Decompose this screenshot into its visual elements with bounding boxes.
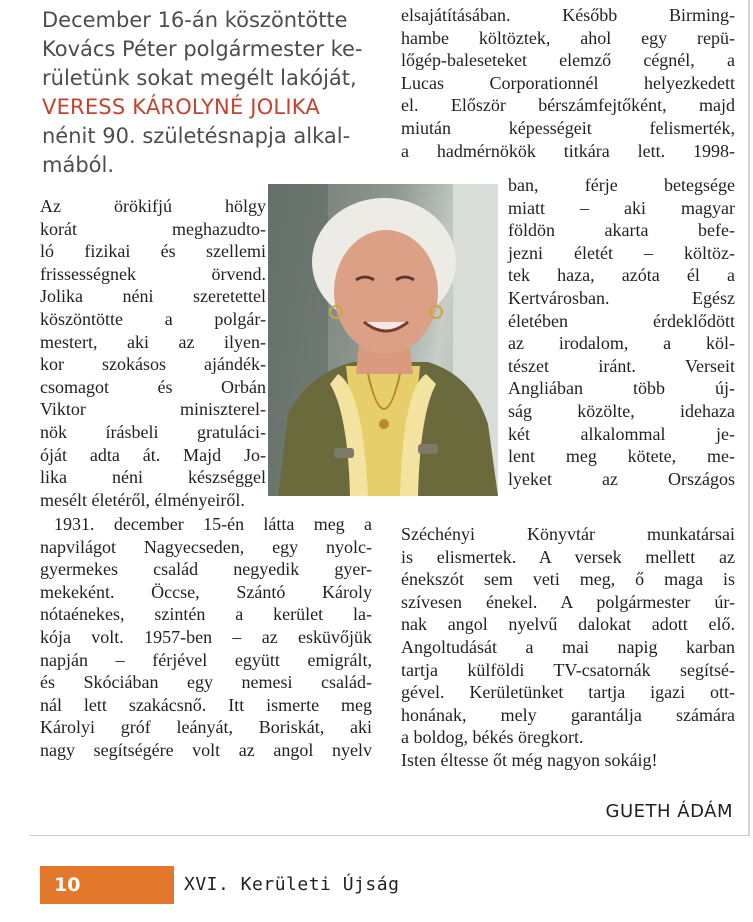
text-line: tartja külföldi TV-csatornák segítsé- (401, 659, 735, 680)
text-line: Széchényi Könyvtár munkatársai (401, 524, 735, 544)
text-line: miatt – aki magyar (508, 197, 735, 218)
text-line: el. Először bérszámfejtőként, majd (401, 95, 735, 116)
lead-paragraph (42, 6, 380, 180)
footer-divider (30, 835, 750, 836)
text-line: frissességnek örvend. (40, 263, 266, 284)
text-line: életében érdeklődött (508, 310, 735, 331)
text-line: nak angol nyelvű dalokat adott elő. (401, 614, 735, 635)
closing-wish: Isten éltesse őt még nagyon sokáig! (401, 750, 658, 770)
text-line: gével. Kerületünket tartja igazi ott- (401, 682, 735, 703)
author-byline: GUETH ÁDÁM (605, 801, 733, 822)
text-line: mestert, aki az ilyen- (40, 331, 266, 352)
text-line: miután képességeit felismerték, (401, 118, 735, 138)
text-line: óját adta át. Majd Jo- (40, 444, 266, 465)
text-line: napján – férjével együtt emigrált, (40, 649, 372, 670)
lead-line: December 16-án köszöntötte (42, 8, 348, 32)
text-line: kója volt. 1957-ben – az esküvőjük (40, 627, 372, 647)
honoree-name: VERESS KÁROLYNÉ JOLIKA (42, 95, 320, 119)
text-line: csomagot és Orbán (40, 376, 266, 397)
text-line: elsajátításában. Később Birming- (401, 5, 735, 25)
text-line: nál lett szakácsnő. Itt ismerte meg (40, 694, 372, 715)
text-line: Viktor miniszterel- (40, 399, 266, 420)
text-line: nök írásbeli gratuláci- (40, 422, 266, 442)
text-line: énekszót sem veti meg, ő maga is (401, 569, 735, 590)
text-line: Angoltudását a mai napig karban (401, 637, 735, 657)
lead-line: rületünk sokat megélt lakóját, (42, 66, 357, 90)
text-line: a boldog, békés öregkort. (401, 727, 584, 748)
lead-line: mából. (42, 153, 115, 177)
publication-name: XVI. Kerületi Újság (184, 874, 400, 895)
text-line: lyeket az Országos (508, 468, 735, 489)
text-line: tészet iránt. Verseit (508, 355, 735, 376)
text-line: szívesen énekel. A polgármester úr- (401, 591, 735, 612)
text-line: nótaénekes, szintén a kerület la- (40, 604, 372, 625)
text-line: tek haza, azóta él a (508, 265, 735, 286)
text-line: nagy segítségére volt az angol nyelv (40, 740, 372, 760)
text-line: lent meg kötete, me- (508, 446, 735, 467)
text-line: két alkalommal je- (508, 423, 735, 444)
text-line: korát meghazudto- (40, 218, 266, 239)
text-line: és Skóciában egy nemesi család- (40, 672, 372, 693)
text-line: ban, férje betegsége (508, 175, 735, 195)
text-line: jezni életét – költöz- (508, 242, 735, 263)
text-line: Lucas Corporationnél helyezkedett (401, 72, 735, 93)
column-divider (748, 0, 750, 836)
portrait-photo (268, 184, 498, 496)
text-line: ló fizikai és szellemi (40, 241, 266, 262)
page-number: 10 (40, 866, 174, 904)
text-line: Kertvárosban. Egész (508, 288, 735, 308)
lead-line: nénit 90. születésnapja alkal- (42, 124, 351, 148)
text-line: lika néni készséggel (40, 467, 266, 488)
text-line: 1931. december 15-én látta meg a (54, 514, 372, 534)
text-line: Angliában több új- (508, 378, 735, 399)
text-line: mekeként. Öccse, Szántó Károly (40, 581, 372, 602)
text-line: hambe költöztek, ahol egy repü- (401, 27, 735, 48)
text-line: földön akarta befe- (508, 220, 735, 241)
text-line: köszöntötte a polgár- (40, 309, 266, 329)
text-line: ság közölte, idehaza (508, 401, 735, 421)
text-line: honának, mely garantálja számára (401, 704, 735, 725)
text-line: Károlyi gróf leányát, Boriskát, aki (40, 717, 372, 738)
text-line: az irodalom, a köl- (508, 333, 735, 354)
text-line: lőgép-baleseteket elemző cégnél, a (401, 50, 735, 71)
text-line: Jolika néni szeretettel (40, 286, 266, 307)
text-line: napvilágot Nagyecseden, egy nyolc- (40, 536, 372, 557)
text-line: a hadmérnökök titkára lett. 1998- (401, 140, 735, 161)
text-line: is elismertek. A versek mellett az (401, 546, 735, 567)
text-line: mesélt életéről, élményeiről. (40, 489, 245, 510)
portrait-illustration (268, 184, 498, 496)
text-line: kor szokásos ajándék- (40, 354, 266, 375)
lead-line: Kovács Péter polgármester ke- (42, 37, 363, 61)
text-line: gyermekes család negyedik gyer- (40, 559, 372, 580)
text-line: Az örökifjú hölgy (40, 196, 266, 216)
